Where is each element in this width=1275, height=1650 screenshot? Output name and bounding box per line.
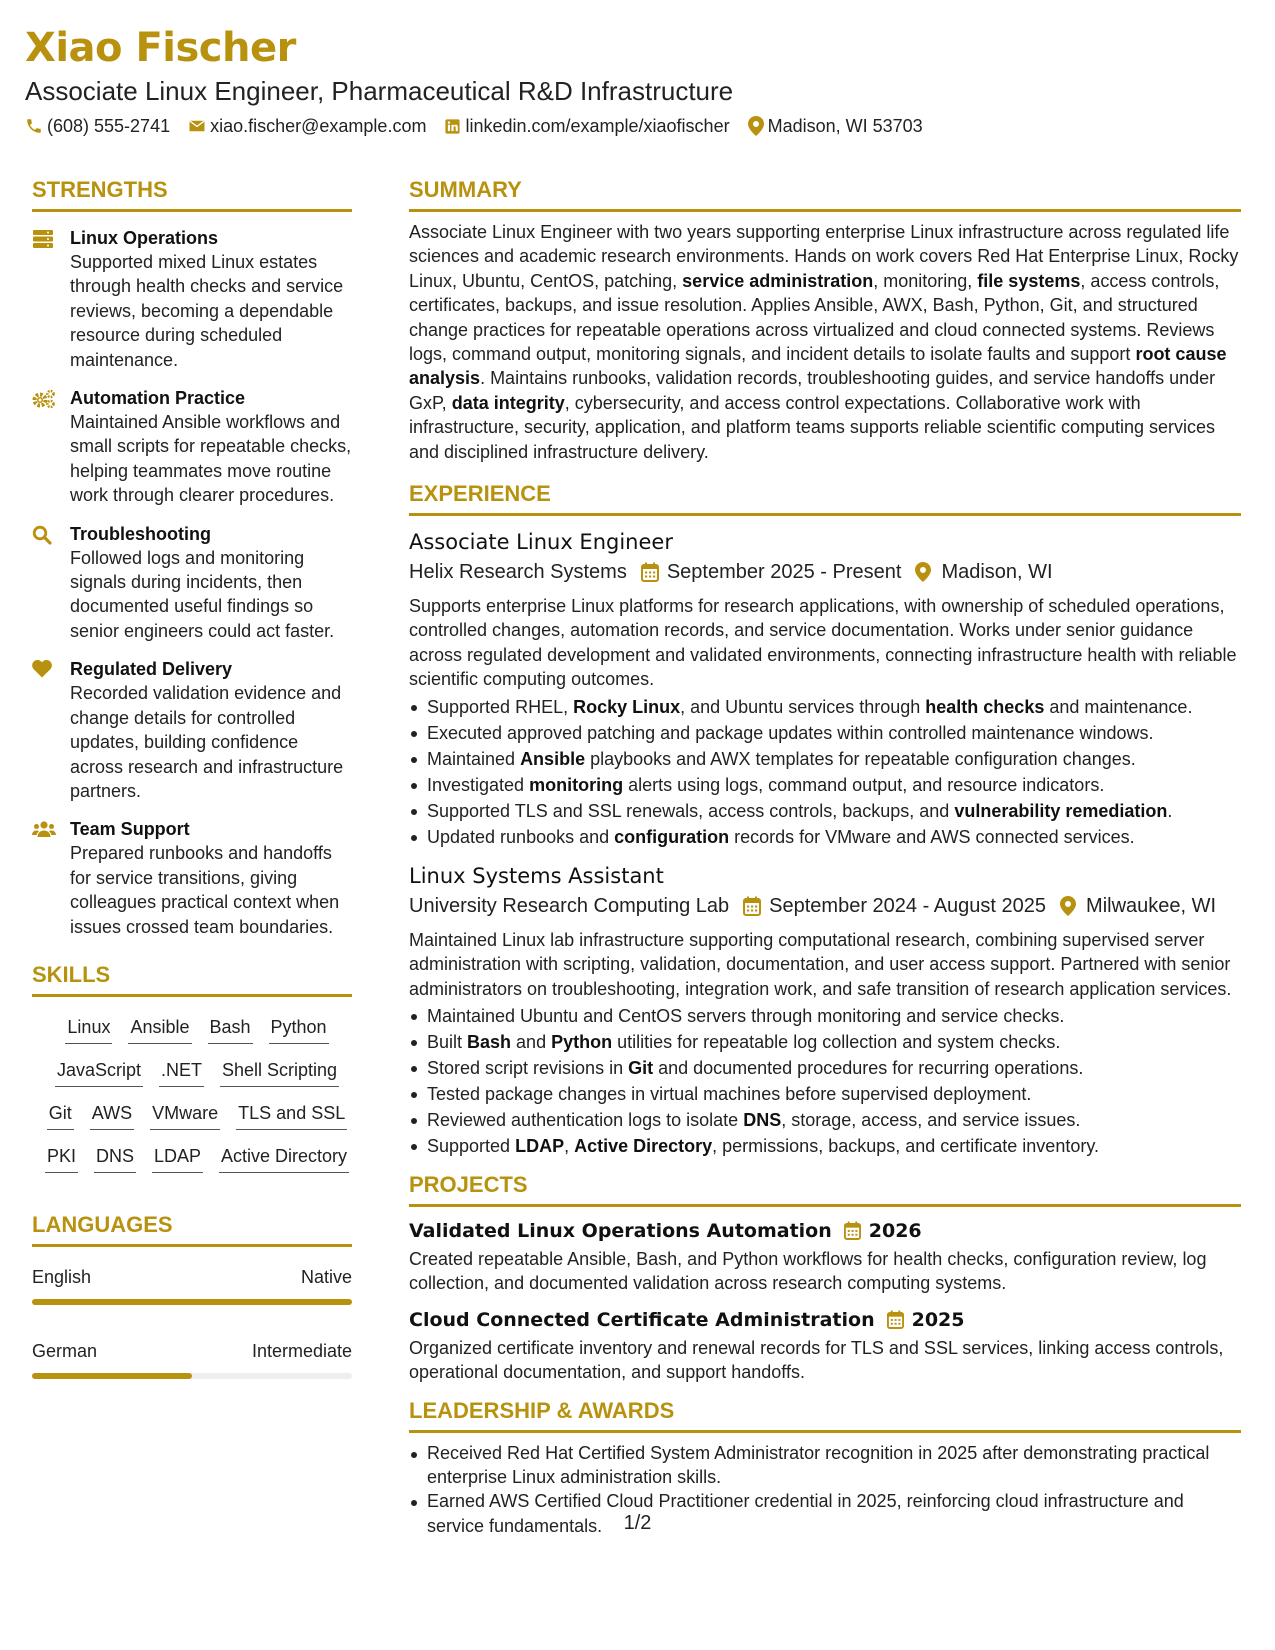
bullet-item (409, 720, 1241, 746)
bullet-item (409, 1003, 1241, 1029)
award-item: Earned AWS Certified Cloud Practitioner credential in 2025, reinforcing cloud infrastructure and service fundamentals. (409, 1489, 1241, 1538)
resume-header (25, 24, 1245, 138)
text-run: , (564, 1135, 575, 1156)
project-entry (409, 1306, 1241, 1385)
candidate-role: Associate Linux Engineer, Pharmaceutical R&D Infrastructure (25, 76, 734, 106)
skill-tag: Bash (208, 1015, 253, 1044)
job-title: Associate Linux Engineer (409, 530, 673, 555)
skill-tag: .NET (159, 1058, 204, 1087)
job-description: Supports enterprise Linux platforms for research applications, with ownership of scheduled operations, controlled changes, automation records, and service documentation. Works under senior guidance across regulated development and validated environments, connecting infrastructure health with reliable scientific computing outcomes. (409, 596, 1237, 690)
strength-body (70, 386, 352, 508)
project-name: Validated Linux Operations Automation (409, 1219, 832, 1242)
award-item: Received Red Hat Certified System Administrator recognition in 2025 after demonstrating practical enterprise Linux administration skills. (409, 1441, 1241, 1490)
map-pin-icon (915, 562, 931, 582)
job-meta (409, 558, 1241, 586)
skill-row (42, 1144, 352, 1173)
text-run: Executed approved patching and package updates within controlled maintenance windows. (427, 722, 1154, 743)
users-icon (32, 817, 70, 939)
job-title: Linux Systems Assistant (409, 863, 664, 888)
project-year: 2026 (868, 1219, 922, 1242)
candidate-name: Xiao Fischer (25, 25, 296, 71)
strength-title: Team Support (70, 819, 190, 840)
strength-desc: Recorded validation evidence and change details for controlled updates, building confidence across research and infrastructure partners. (70, 683, 344, 801)
strength-item (32, 817, 352, 939)
calendar-icon (743, 896, 761, 916)
projects-heading: PROJECTS (409, 1171, 1241, 1207)
emphasis-text: Ansible (520, 748, 586, 769)
text-run: Supported TLS and SSL renewals, access controls, backups, and (427, 800, 955, 821)
skill-row (42, 1015, 352, 1044)
calendar-icon (641, 562, 659, 582)
language-name: German (32, 1340, 98, 1361)
phone-icon (25, 117, 43, 135)
strength-body (70, 522, 352, 644)
envelope-icon (188, 117, 206, 135)
bullet-item (409, 772, 1241, 798)
text-run: , monitoring, (873, 270, 978, 291)
job-dates: September 2024 - August 2025 (769, 894, 1047, 917)
emphasis-text: vulnerability remediation (954, 800, 1168, 821)
contact-location (748, 114, 923, 138)
text-run: , cybersecurity, and access control expectations. Collaborative work with infrastructure, security, application, and platform teams supports reliable scientific computing services and disciplined infrastructure delivery. (409, 392, 1216, 462)
text-run: Updated runbooks and (427, 826, 615, 847)
calendar-icon (887, 1310, 904, 1329)
skill-tag: JavaScript (55, 1058, 143, 1087)
bullet-item (409, 1029, 1241, 1055)
job-dates: September 2025 - Present (666, 561, 902, 584)
projects-list (409, 1217, 1241, 1385)
emphasis-text: configuration (614, 826, 730, 847)
language-level: Intermediate (251, 1340, 352, 1361)
skills-heading: SKILLS (32, 961, 352, 997)
left-column (32, 176, 352, 1413)
server-icon (32, 226, 70, 372)
bullet-item (409, 694, 1241, 720)
right-column (409, 176, 1241, 1538)
strength-desc: Supported mixed Linux estates through health checks and service reviews, becoming a dependable resource during scheduled maintenance. (70, 252, 344, 370)
job-location: Madison, WI (941, 561, 1053, 584)
text-run: , and Ubuntu services through (680, 696, 926, 717)
emphasis-text: Active Directory (574, 1135, 713, 1156)
emphasis-text: service administration (682, 270, 874, 291)
strength-title: Troubleshooting (70, 523, 211, 544)
language-level: Native (300, 1266, 352, 1287)
emphasis-text: LDAP (515, 1135, 565, 1156)
job-entry (409, 862, 1241, 1159)
skill-tag: Linux (65, 1015, 112, 1044)
emphasis-text: file systems (977, 270, 1081, 291)
strength-item (32, 226, 352, 372)
emphasis-text: health checks (925, 696, 1045, 717)
project-entry (409, 1217, 1241, 1296)
bullet-item (409, 824, 1241, 850)
calendar-icon (844, 1221, 861, 1240)
text-run: records for VMware and AWS connected services. (729, 826, 1135, 847)
skill-tag: Ansible (128, 1015, 191, 1044)
strength-desc: Maintained Ansible workflows and small scripts for repeatable checks, helping teammates move routine work through clearer procedures. (70, 412, 352, 506)
skill-tag: Active Directory (219, 1144, 349, 1173)
bullet-item (409, 1081, 1241, 1107)
strengths-list (32, 226, 352, 939)
strength-desc: Prepared runbooks and handoffs for service transitions, giving colleagues practical context when issues crossed team boundaries. (70, 843, 340, 937)
bullet-item (409, 1055, 1241, 1081)
strength-body (70, 817, 352, 939)
phone-text: (608) 555-2741 (47, 116, 171, 136)
emphasis-text: root cause analysis (409, 344, 1227, 389)
bullet-item (409, 1133, 1241, 1159)
text-run: Associate Linux Engineer with two years supporting enterprise Linux infrastructure across regulated life sciences and academic research environments. Hands on work covers Red Hat Enterprise Linux, Rocky Linux, Ubuntu, CentOS, patching, (409, 222, 1239, 291)
text-run: Stored script revisions in (427, 1057, 629, 1078)
location-text: Madison, WI 53703 (767, 116, 923, 136)
text-run: Maintained (427, 748, 521, 769)
text-run: . Maintains runbooks, validation records, troubleshooting guides, and service handoffs under GxP, (409, 368, 1216, 413)
heart-icon (32, 657, 70, 803)
text-run: and documented procedures for recurring operations. (653, 1057, 1084, 1078)
contact-email[interactable] (188, 114, 426, 138)
bullet-item (409, 798, 1241, 824)
contact-phone (25, 114, 170, 138)
skill-tag: Git (47, 1101, 74, 1130)
language-item (32, 1265, 352, 1305)
text-run: Maintained Ubuntu and CentOS servers through monitoring and service checks. (427, 1005, 1065, 1026)
emphasis-text: Git (628, 1057, 654, 1078)
emphasis-text: monitoring (529, 774, 624, 795)
leadership-heading: LEADERSHIP & AWARDS (409, 1397, 1241, 1433)
skills-list (32, 1015, 352, 1173)
project-name: Cloud Connected Certificate Administration (409, 1308, 875, 1331)
search-icon (32, 522, 70, 644)
strength-item (32, 522, 352, 644)
contact-linkedin[interactable] (444, 114, 729, 138)
text-run: playbooks and AWX templates for repeatable configuration changes. (585, 748, 1136, 769)
strength-item (32, 657, 352, 803)
bullet-item (409, 1107, 1241, 1133)
job-meta (409, 892, 1241, 920)
emphasis-text: Bash (467, 1031, 512, 1052)
skill-row (42, 1101, 352, 1130)
map-pin-icon (1060, 896, 1076, 916)
emphasis-text: Python (551, 1031, 613, 1052)
emphasis-text: DNS (743, 1109, 782, 1130)
experience-list (409, 528, 1241, 1159)
map-pin-icon (748, 116, 764, 136)
strength-title: Regulated Delivery (70, 659, 233, 680)
text-run: , storage, access, and service issues. (781, 1109, 1081, 1130)
skill-tag: Python (269, 1015, 329, 1044)
strength-desc: Followed logs and monitoring signals during incidents, then documented useful findings so senior engineers could act faster. (70, 547, 335, 641)
experience-heading: EXPERIENCE (409, 480, 1241, 516)
summary-text (409, 220, 1241, 464)
skill-tag: Shell Scripting (220, 1058, 339, 1087)
skill-row (42, 1058, 352, 1087)
language-row (32, 1339, 352, 1363)
text-run: , access controls, certificates, backups, and issue resolution. Applies Ansible, AWX, Bash, Python, Git, and structured change practices for repeatable operations across virtualized and cloud connected systems. Reviews logs, command output, monitoring signals, and incident details to isolate faults and support (409, 270, 1220, 365)
project-description: Organized certificate inventory and renewal records for TLS and SSL services, linking access controls, operational documentation, and support handoffs. (409, 1337, 1224, 1383)
text-run: Reviewed authentication logs to isolate (427, 1109, 744, 1130)
emphasis-text: data integrity (451, 392, 565, 413)
text-run: Supported RHEL, (427, 696, 574, 717)
text-run: Supported (427, 1135, 516, 1156)
skill-tag: VMware (150, 1101, 220, 1130)
page-number: 1/2 (623, 1512, 652, 1534)
job-company: Helix Research Systems (409, 561, 627, 584)
language-row (32, 1265, 352, 1289)
strength-title: Automation Practice (70, 388, 246, 409)
project-year: 2025 (911, 1308, 965, 1331)
text-run: and maintenance. (1044, 696, 1193, 717)
skill-tag: DNS (94, 1144, 136, 1173)
text-run: alerts using logs, command output, and resource indicators. (623, 774, 1105, 795)
linkedin-icon (444, 118, 461, 135)
linkedin-link[interactable]: linkedin.com/example/xiaofischer (465, 116, 730, 136)
job-company: University Research Computing Lab (409, 894, 730, 917)
language-bar (32, 1299, 352, 1305)
job-description: Maintained Linux lab infrastructure supporting computational research, combining supervised server administration with scripting, validation, documentation, and user access support. Partnered with senior administrators on troubleshooting, integration work, and safe transition of research application services. (409, 929, 1232, 999)
contact-row (25, 114, 1245, 138)
skill-tag: PKI (45, 1144, 78, 1173)
job-bullets (409, 1003, 1241, 1159)
language-item (32, 1339, 352, 1379)
skill-tag: AWS (90, 1101, 134, 1130)
language-bar-fill (32, 1299, 352, 1305)
project-title (409, 1217, 1241, 1245)
strength-title: Linux Operations (70, 228, 219, 248)
strength-body (70, 657, 352, 803)
languages-heading: LANGUAGES (32, 1211, 352, 1247)
skill-tag: TLS and SSL (236, 1101, 347, 1130)
job-location: Milwaukee, WI (1086, 894, 1217, 917)
text-run: Investigated (427, 774, 530, 795)
strengths-heading: STRENGTHS (32, 176, 352, 212)
email-link[interactable]: xiao.fischer@example.com (210, 116, 427, 136)
language-name: English (32, 1266, 92, 1287)
summary-heading: SUMMARY (409, 176, 1241, 212)
text-run: , permissions, backups, and certificate inventory. (712, 1135, 1099, 1156)
strength-body (70, 226, 352, 372)
emphasis-text: Rocky Linux (573, 696, 681, 717)
language-bar (32, 1373, 352, 1379)
text-run: . (1167, 800, 1173, 821)
job-entry (409, 528, 1241, 850)
text-run: utilities for repeatable log collection and system checks. (612, 1031, 1061, 1052)
strength-item (32, 386, 352, 508)
cogs-icon (32, 386, 70, 508)
text-run: Tested package changes in virtual machines before supervised deployment. (427, 1083, 1032, 1104)
project-title (409, 1306, 1241, 1334)
job-bullets (409, 694, 1241, 850)
languages-list (32, 1265, 352, 1379)
project-description: Created repeatable Ansible, Bash, and Python workflows for health checks, configuration review, log collection, and documented validation across research computing systems. (409, 1248, 1207, 1294)
language-bar-fill (32, 1373, 192, 1379)
text-run: and (511, 1031, 552, 1052)
bullet-item (409, 746, 1241, 772)
skill-tag: LDAP (152, 1144, 203, 1173)
text-run: Built (427, 1031, 468, 1052)
